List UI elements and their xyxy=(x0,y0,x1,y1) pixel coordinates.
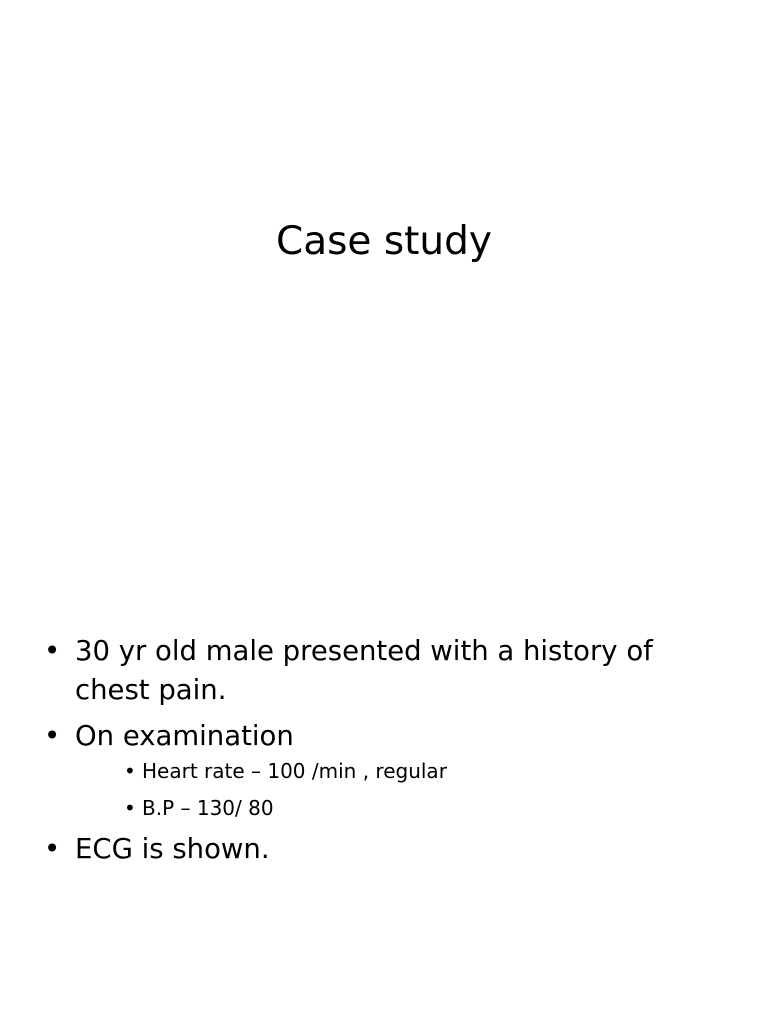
sub-list-container xyxy=(0,756,768,823)
slide-title: Case study xyxy=(275,219,492,264)
bullet-item xyxy=(0,632,768,710)
sub-bullet-item xyxy=(0,756,768,786)
sub-bullet-dot-icon: • xyxy=(124,759,136,783)
bullet-dot-icon: • xyxy=(44,635,61,667)
bullet-item xyxy=(0,830,768,869)
bullet-dot-icon: • xyxy=(44,833,61,865)
sub-bullet-text: B.P – 130/ 80 xyxy=(142,796,274,820)
sub-bullet-dot-icon: • xyxy=(124,796,136,820)
sub-bullet-item xyxy=(0,793,768,823)
bullet-dot-icon: • xyxy=(44,720,61,752)
sub-bullet-text: Heart rate – 100 /min , regular xyxy=(142,759,447,783)
bullet-text: ECG is shown. xyxy=(75,833,270,865)
bullet-list xyxy=(0,632,768,876)
sub-bullet-list xyxy=(0,756,768,823)
bullet-item xyxy=(0,717,768,756)
bullet-text: 30 yr old male presented with a history of chest pain. xyxy=(75,635,653,706)
bullet-text: On examination xyxy=(75,720,294,752)
